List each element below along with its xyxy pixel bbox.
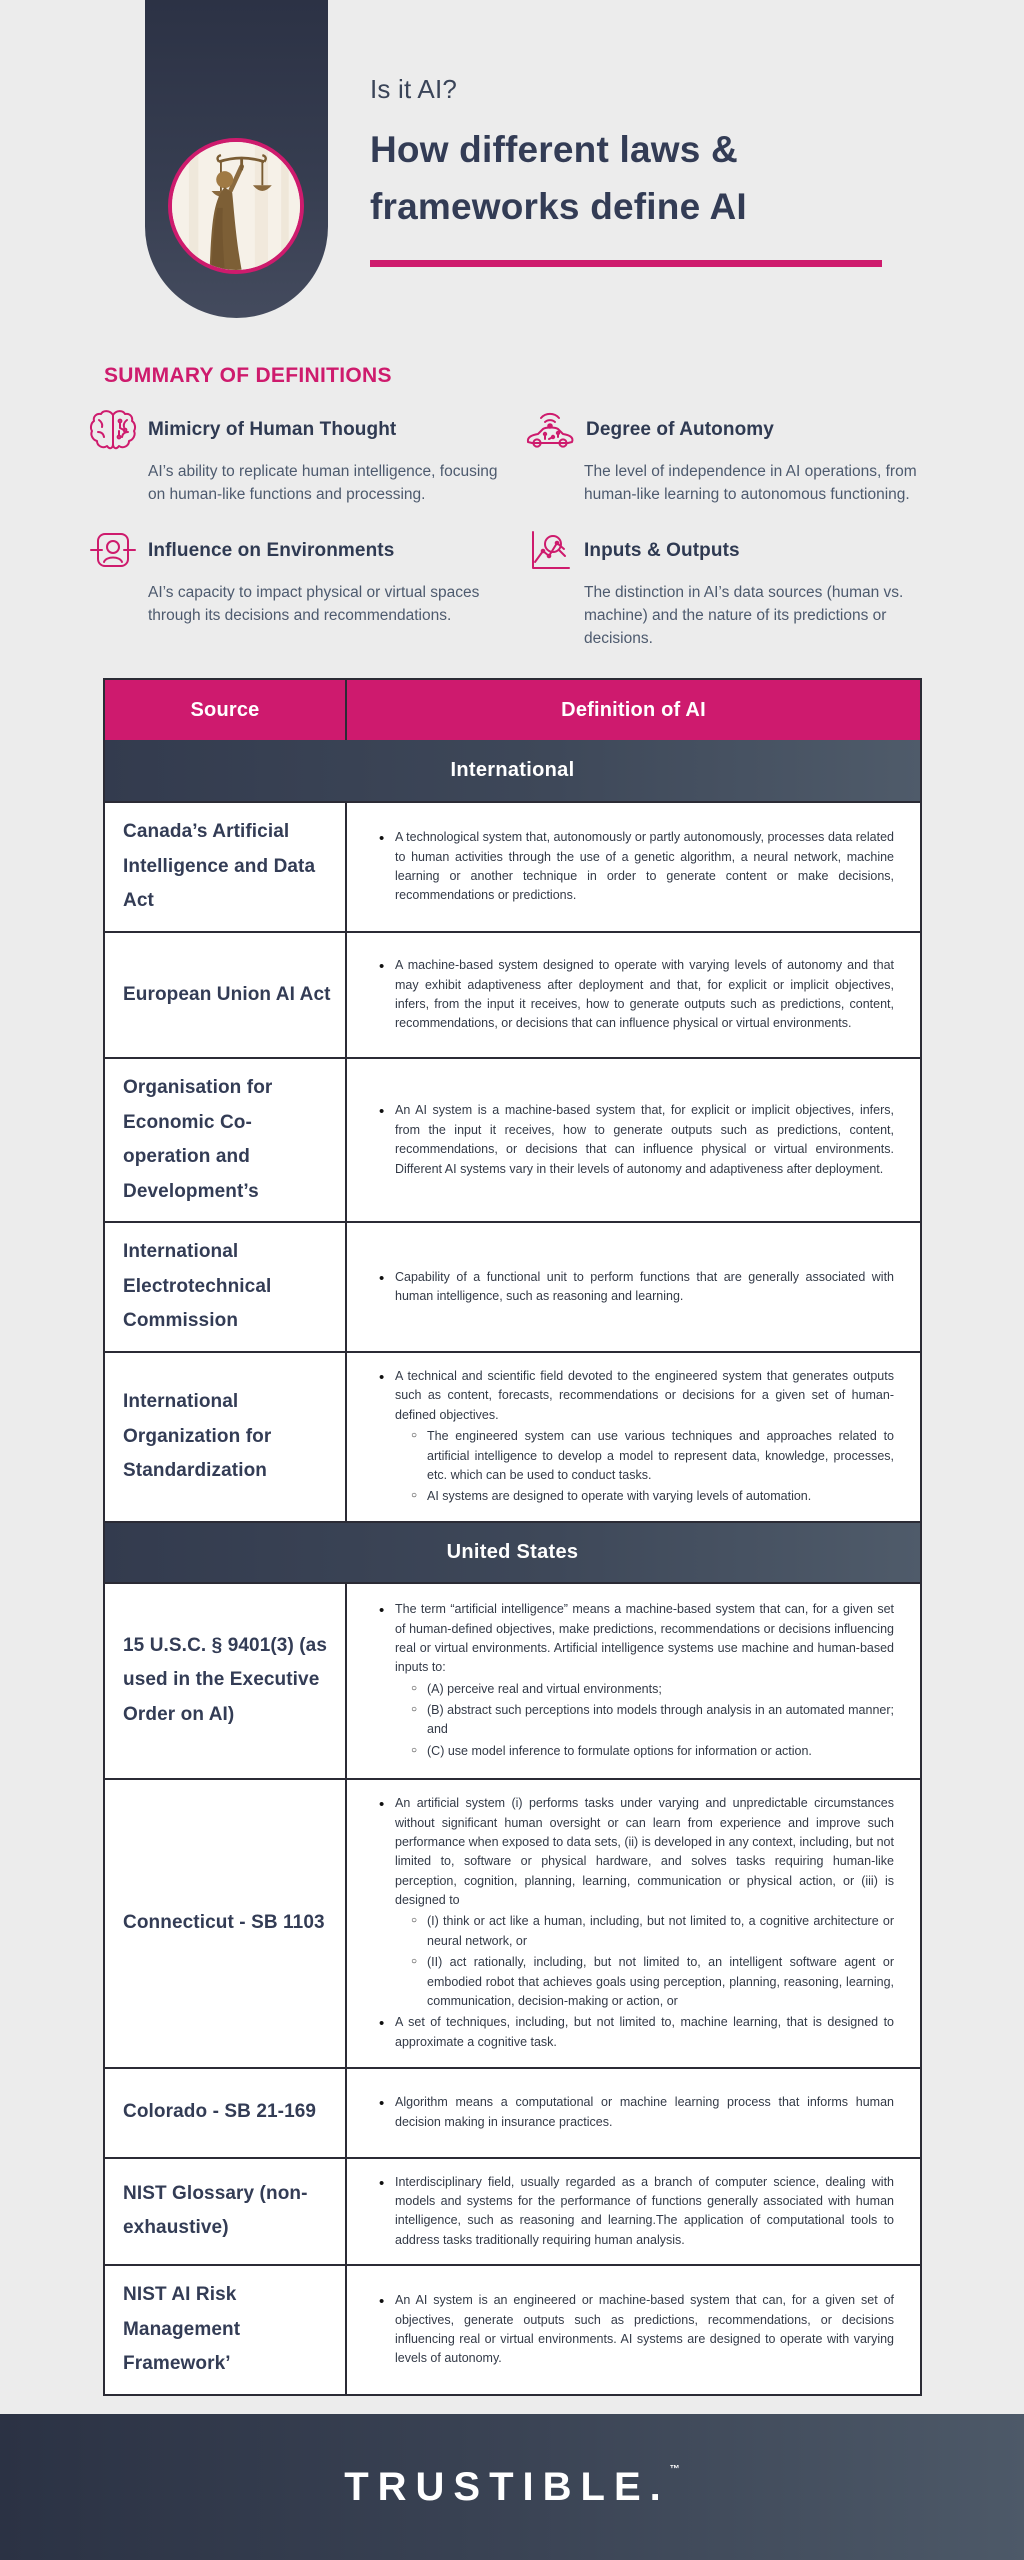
definition-sub-bullet: ○ (A) perceive real and virtual environments; [415,1680,894,1699]
header-text [370,74,882,267]
chart-magnifier-icon [524,528,574,574]
table-row [105,1351,920,1521]
definition-bullet: • An AI system is a machine-based system that, for explicit or implicit objectives, infers, from the input it receives, how to generate outputs such as predictions, content, recommendations, or decisions that can influence physical or virtual environments. Different AI systems vary in their levels of autonomy and adaptiveness after deployment. [383,1101,894,1179]
table-header-row [105,680,920,740]
source-cell [105,2266,347,2394]
summary-item-description: AI’s ability to replicate human intelligence, focusing on human-like functions and processing. [148,463,498,504]
definition-list [369,1101,894,1179]
source-cell [105,1059,347,1221]
table-row [105,801,920,931]
source-label: NIST Glossary (non-exhaustive) [123,2182,308,2239]
definition-bullet: • Interdisciplinary field, usually regarded as a branch of computer science, dealing with models and systems for the performance of functions generally associated with human intelligence, such as reasoning and learning.The application of computational tools to address tasks traditionally requiring human analysis. [383,2173,894,2251]
definition-cell [347,2266,920,2394]
summary-item-mimicry [88,404,498,517]
accent-rule [370,260,882,267]
definition-cell [347,1584,920,1778]
trustible-logo [344,2464,680,2510]
definition-bullet: • The term “artificial intelligence” means a machine-based system that can, for a given set of human-defined objectives, make predictions, recommendations or decisions influencing real or virtual environments. Artificial intelligence systems use machine and human-based inputs to: [383,1600,894,1678]
definition-cell [347,933,920,1057]
page-title-line2: frameworks define AI [370,186,747,228]
autonomous-car-icon [524,407,576,453]
definition-bullet: • Algorithm means a computational or machine learning process that informs human decision making in insurance practices. [383,2093,894,2132]
source-cell [105,933,347,1057]
definition-sub-bullet: ○ (I) think or act like a human, including, but not limited to, a cognitive architecture or neural network, or [415,1912,894,1951]
definition-column-header: Definition of AI [561,698,706,721]
definition-list [369,1794,894,2052]
definition-list [369,2291,894,2369]
source-cell [105,1780,347,2067]
definition-list [369,1268,894,1307]
source-label: Connecticut - SB 1103 [123,1911,325,1933]
brain-icon [88,408,138,452]
definition-list [369,2173,894,2251]
summary-item-title: Inputs & Outputs [584,539,740,561]
definition-bullet: • Capability of a functional unit to perform functions that are generally associated with human intelligence, such as reasoning and learning. [383,1268,894,1307]
lady-justice-photo [168,138,304,274]
definition-list [369,1600,894,1761]
scales-of-justice-illustration [172,142,300,270]
summary-item-influence [88,525,498,661]
definition-list [369,1367,894,1507]
section-header-united-states: United States [105,1521,920,1582]
source-label: International Organization for Standardization [123,1390,272,1482]
summary-item-description: AI’s capacity to impact physical or virtual spaces through its decisions and recommendations. [148,583,480,624]
definition-list [369,2093,894,2132]
source-label: 15 U.S.C. § 9401(3) (as used in the Executive Order on AI) [123,1634,328,1725]
source-label: International Electrotechnical Commission [123,1241,272,1332]
table-row [105,2264,920,2394]
table-row [105,1582,920,1778]
definition-sub-bullet: ○ AI systems are designed to operate with varying levels of automation. [415,1487,894,1506]
face-scan-icon [88,528,138,574]
definitions-table [103,678,922,2396]
source-label: European Union AI Act [123,983,331,1005]
page-title-line1: How different laws & [370,129,738,170]
definition-bullet: • A technical and scientific field devoted to the engineered system that generates outputs such as content, forecasts, recommendations or decisions for a given set of human-defined objectives. [383,1367,894,1425]
trustible-logo-text: TRUSTIBLE. [344,2465,670,2509]
table-row [105,2157,920,2265]
table-row [105,2067,920,2157]
subtitle: Is it AI? [370,74,458,104]
source-cell [105,1584,347,1778]
page-title [370,121,882,236]
definition-cell [347,1780,920,2067]
table-row [105,931,920,1057]
source-column-header: Source [105,680,347,740]
table-row [105,1221,920,1351]
source-cell [105,2069,347,2157]
definition-cell [347,1353,920,1521]
definition-bullet: • A machine-based system designed to operate with varying levels of autonomy and that may exhibit adaptiveness after deployment and that, for explicit or implicit objectives, infers, from the input it receives, how to generate outputs such as predictions, content, recommendations, or decisions that can influence physical or virtual environments. [383,956,894,1034]
definition-list [369,828,894,906]
definition-bullet: • A set of techniques, including, but not limited to, machine learning, that is designed to approximate a cognitive task. [383,2013,894,2052]
summary-item-title: Mimicry of Human Thought [148,419,397,440]
definition-bullet: • An AI system is an engineered or machine-based system that can, for a given set of objectives, generate outputs such as predictions, recommendations, or decisions influencing real or virtual environments. AI systems are designed to operate with varying levels of autonomy. [383,2291,894,2369]
definition-sub-bullet: ○ The engineered system can use various techniques and approaches related to artificial intelligence to develop a model to represent data, knowledge, processes, etc. which can be used to conduct tasks. [415,1427,894,1485]
trademark-symbol: ™ [669,2464,680,2475]
definition-cell [347,803,920,931]
header [0,0,1024,344]
summary-item-head [524,404,934,456]
section-header-international: International [105,740,920,801]
definition-sub-bullet: ○ (B) abstract such perceptions into models through analysis in an automated manner; and [415,1701,894,1740]
source-label: Canada’s Artificial Intelligence and Data Act [123,821,316,912]
definition-list [369,956,894,1034]
summary-item-title: Degree of Autonomy [586,419,774,440]
source-cell [105,803,347,931]
source-cell [105,1223,347,1351]
summary-item-title: Influence on Environments [148,539,395,561]
definition-cell [347,2069,920,2157]
summary-item-description: The distinction in AI’s data sources (human vs. machine) and the nature of its predictions or decisions. [584,583,904,647]
source-label: NIST AI Risk Management Framework’ [123,2284,241,2375]
source-label: Colorado - SB 21-169 [123,2101,317,2123]
summary-item-head [88,525,498,577]
summary-item-inputs-outputs [524,525,934,661]
source-cell [105,1353,347,1521]
table-row [105,1057,920,1221]
source-cell [105,2159,347,2265]
definition-cell [347,2159,920,2265]
summary-item-autonomy [524,404,934,517]
table-row [105,1778,920,2067]
definition-cell [347,1223,920,1351]
footer [0,2414,1024,2560]
summary-item-head [88,404,498,456]
definition-bullet: • A technological system that, autonomously or partly autonomously, processes data related to human activities through the use of a genetic algorithm, a neural network, machine learning or another technique in order to generate content or make decisions, recommendations or predictions. [383,828,894,906]
definition-sub-bullet: ○ (II) act rationally, including, but not limited to, an intelligent software agent or embodied robot that achieves goals using perception, planning, reasoning, learning, communication, decision-making or action, or [415,1953,894,2011]
definition-cell [347,1059,920,1221]
summary-item-description: The level of independence in AI operations, from human-like learning to autonomous functioning. [584,463,917,504]
definition-bullet: • An artificial system (i) performs tasks under varying and unpredictable circumstances without significant human oversight or can learn from experience and improve such performance when exposed to data sets, (ii) is developed in any context, including, but not limited to, software or physical hardware, and solves tasks requiring human-like perception, cognition, planning, learning, communication or physical action, or (iii) is designed to [383,1794,894,1910]
definition-sub-bullet: ○ (C) use model inference to formulate options for information or action. [415,1742,894,1761]
summary-grid [88,404,934,660]
summary-heading: SUMMARY OF DEFINITIONS [104,364,392,387]
source-label: Organisation for Economic Co-operation and Development’s [123,1076,273,1202]
summary-item-head [524,525,934,577]
